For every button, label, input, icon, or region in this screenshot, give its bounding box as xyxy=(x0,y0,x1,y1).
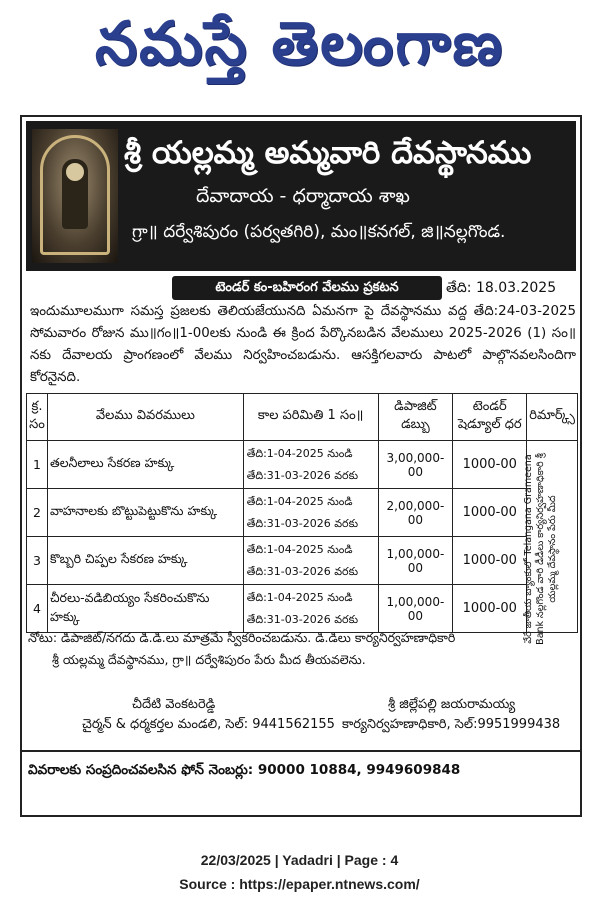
page-reference xyxy=(0,848,599,896)
department-subtitle: దేవాదాయ - ధర్మాదాయ శాఖ xyxy=(196,185,410,207)
eo-role: కార్యనిర్వహణాధికారి, సెల్:9951999438 xyxy=(342,717,561,732)
period-to: తేది:31-03-2026 వరకు xyxy=(246,612,359,626)
tender-heading-badge: టెండర్ కం-బహిరంగ వేలము ప్రకటన xyxy=(172,276,442,300)
row-num: 1 xyxy=(27,441,48,489)
period-from: తేది:1-04-2025 నుండి xyxy=(246,542,353,556)
tender-notice xyxy=(20,115,582,817)
row-num: 2 xyxy=(27,489,48,537)
row-period xyxy=(243,441,378,489)
note-line-1: నోటు: డిపాజిట్/నగదు డి.డి.లు మాత్రమే స్వీకరించబడును. డి.డిలు కార్యనిర్వహణాధికారి xyxy=(28,630,456,645)
remarks-cell xyxy=(523,441,578,645)
period-from: తేది:1-04-2025 నుండి xyxy=(246,590,353,604)
eo-signature xyxy=(342,695,560,735)
temple-address: గ్రా॥ దర్వేశిపురం (పర్వతగిరి), మం॥కనగల్, జి॥నల్లగొండ. xyxy=(132,222,506,242)
col-header-period: కాల పరిమితి 1 సం॥ xyxy=(243,394,378,441)
deity-image xyxy=(32,129,118,263)
row-period xyxy=(243,537,378,585)
col-header-desc: వేలము వివరములు xyxy=(47,394,243,441)
table-row xyxy=(27,585,578,633)
temple-title: శ్రీ యల్లమ్మ అమ్మవారి దేవస్థానము xyxy=(124,135,532,171)
temple-banner xyxy=(26,121,576,271)
row-period xyxy=(243,489,378,537)
masthead xyxy=(0,0,599,92)
period-to: తేది:31-03-2026 వరకు xyxy=(246,468,359,482)
row-period xyxy=(243,585,378,633)
period-to: తేది:31-03-2026 వరకు xyxy=(246,564,359,578)
row-num: 3 xyxy=(27,537,48,585)
row-fee: 1000-00 xyxy=(453,441,527,489)
row-deposit: 1,00,000-00 xyxy=(378,537,453,585)
row-fee: 1000-00 xyxy=(453,489,527,537)
edition-info: 22/03/2025 | Yadadri | Page : 4 xyxy=(200,852,399,868)
eo-name: శ్రీ జిల్లేపల్లి జయరామయ్య xyxy=(388,697,516,712)
notice-body: ఇందుమూలముగా సమస్త ప్రజలకు తెలియజేయునది ఏమనగా పై దేవస్థానము వద్ద తేది:24-03-2025 సోమవారం రోజున ము॥గం॥1-00లకు నుండి ఈ క్రింద పేర్కొనబడిన వేలములు 2025-2026 (1) సం॥నకు దేవాలయ ప్రాంగణంలో వేలము నిర్వహించబడును. ఆసక్తిగలవారు పాటలో పాల్గొనవలసిందిగా కోరనైనది. xyxy=(30,304,576,385)
row-fee: 1000-00 xyxy=(453,537,527,585)
remarks-text: వేరే జాతీయ బ్యాంకులో Telangana Grameena Bank నల్లగొండ వారి డీడీలు కార్యనిర్వహణాధికారి శ్రీ యల్లమ్మ దేవస్థానం పేరు మీద xyxy=(523,453,559,645)
source-link[interactable]: Source : https://epaper.ntnews.com/ xyxy=(179,876,420,892)
row-deposit: 2,00,000-00 xyxy=(378,489,453,537)
period-from: తేది:1-04-2025 నుండి xyxy=(246,446,353,460)
contact-numbers: వివరాలకు సంప్రదించవలసిన ఫోన్ నెంబర్లు: 90000 10884, 9949609848 xyxy=(28,762,461,778)
period-from: తేది:1-04-2025 నుండి xyxy=(246,494,353,508)
col-header-remarks: రిమార్క్స్ xyxy=(527,394,578,441)
table-row xyxy=(27,537,578,585)
col-header-num: క్ర. సం xyxy=(27,394,48,441)
table-header-row xyxy=(27,394,578,441)
col-header-deposit: డిపాజిట్ డబ్బు xyxy=(378,394,453,441)
table-row xyxy=(27,441,578,489)
row-desc: తలనీలాలు సేకరణ హక్కు xyxy=(47,441,243,489)
chairman-role: చైర్మన్ & ధర్మకర్తల మండలి, సెల్: 9441562155 xyxy=(82,717,335,732)
row-fee: 1000-00 xyxy=(453,585,527,633)
row-desc: చీరలు-వడిబియ్యం సేకరించుకొను హక్కు xyxy=(47,585,243,633)
chairman-signature xyxy=(82,695,335,735)
row-deposit: 3,00,000-00 xyxy=(378,441,453,489)
table-row xyxy=(27,489,578,537)
period-to: తేది:31-03-2026 వరకు xyxy=(246,516,359,530)
payment-note xyxy=(28,627,574,671)
chairman-name: చీదేటి వెంకటరెడ్డి xyxy=(132,697,216,712)
newspaper-logo: నమస్తే తెలంగాణ xyxy=(94,9,505,79)
note-line-2: శ్రీ యల్లమ్మ దేవస్థానము, గ్రా॥ దర్వేశిపురం పేరు మీద తీయవలెను. xyxy=(52,652,366,667)
divider xyxy=(22,750,580,752)
row-desc: కొబ్బరి చిప్పల సేకరణ హక్కు xyxy=(47,537,243,585)
col-header-fee: టెండర్ షెడ్యూల్ ధర xyxy=(453,394,527,441)
row-desc: వాహనాలకు బొట్టుపెట్టుకొను హక్కు xyxy=(47,489,243,537)
row-deposit: 1,00,000-00 xyxy=(378,585,453,633)
row-num: 4 xyxy=(27,585,48,633)
notice-date: తేది: 18.03.2025 xyxy=(446,280,557,296)
